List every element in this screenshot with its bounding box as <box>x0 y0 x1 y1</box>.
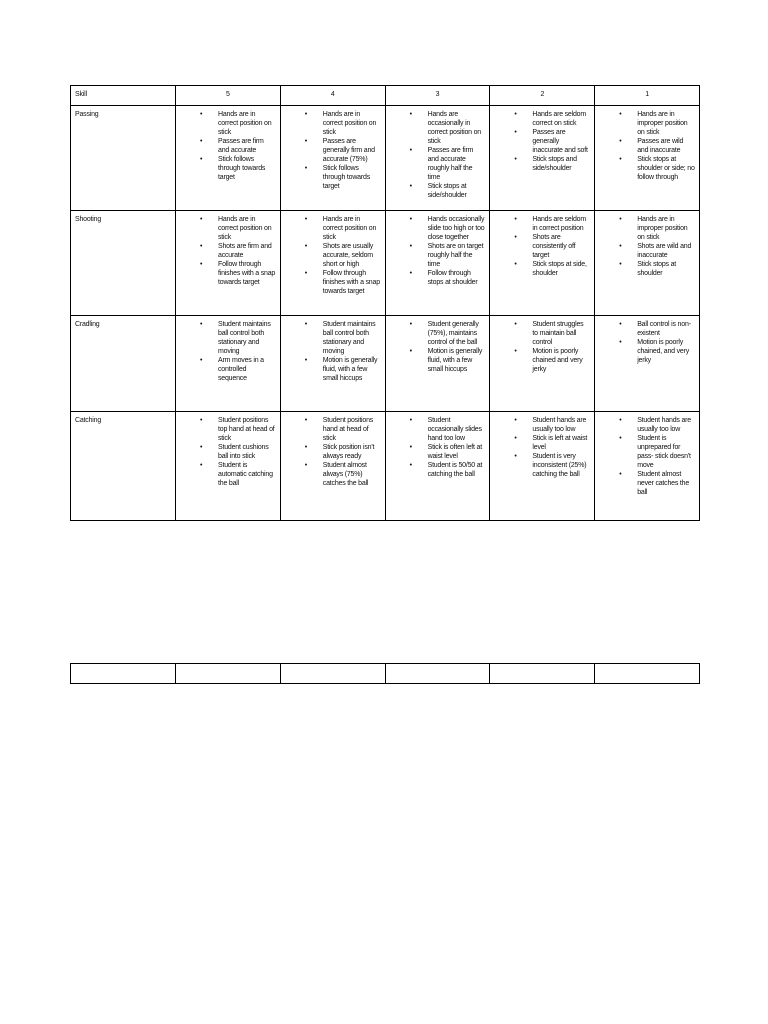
criteria-cell <box>385 316 490 412</box>
criterion: • Student maintains ball control both stationary and moving <box>305 320 381 356</box>
criterion: • Hands are seldom correct on stick <box>514 110 590 128</box>
criterion: • Stick stops at side, shoulder <box>514 260 590 278</box>
header-row <box>71 86 700 106</box>
criterion: • Student hands are usually too low <box>619 416 695 434</box>
criterion: • Stick is often left at waist level <box>410 443 486 461</box>
empty-cell <box>176 664 281 684</box>
criterion: • Stick position isn't always ready <box>305 443 381 461</box>
criterion: • Student is 50/50 at catching the ball <box>410 461 486 479</box>
criteria-cell <box>490 106 595 211</box>
criterion: • Stick stops at side/shoulder <box>410 182 486 200</box>
criterion: • Motion is generally fluid, with a few small hiccups <box>410 347 486 374</box>
criteria-cell <box>385 412 490 521</box>
criterion: • Ball control is non-existent <box>619 320 695 338</box>
criterion: • Shots are consistently off target <box>514 233 590 260</box>
criteria-cell <box>385 106 490 211</box>
criterion: • Shots are firm and accurate <box>200 242 276 260</box>
criteria-cell <box>176 316 281 412</box>
skill-name: Catching <box>71 412 176 521</box>
criteria-cell <box>595 106 700 211</box>
criterion: • Stick follows through towards target <box>305 164 381 191</box>
table-row <box>71 106 700 211</box>
criterion: • Student is automatic catching the ball <box>200 461 276 488</box>
criterion: • Shots are usually accurate, seldom short or high <box>305 242 381 269</box>
criterion: • Student positions hand at head of stick <box>305 416 381 443</box>
criterion: • Passes are generally inaccurate and soft <box>514 128 590 155</box>
criterion: • Student generally (75%), maintains control of the ball <box>410 320 486 347</box>
score-header-1: 1 <box>595 86 700 106</box>
criteria-cell <box>280 106 385 211</box>
criterion: • Stick stops at shoulder or side; no follow through <box>619 155 695 182</box>
score-header-5: 5 <box>176 86 281 106</box>
table-row <box>71 664 700 684</box>
criteria-cell <box>176 412 281 521</box>
criterion: • Arm moves in a controlled sequence <box>200 356 276 383</box>
criterion: • Stick follows through towards target <box>200 155 276 182</box>
criterion: • Stick is left at waist level <box>514 434 590 452</box>
empty-cell <box>595 664 700 684</box>
empty-cell <box>385 664 490 684</box>
criterion: • Hands are in correct position on stick <box>200 215 276 242</box>
table-row <box>71 412 700 521</box>
skill-name: Passing <box>71 106 176 211</box>
empty-table-row <box>70 663 700 684</box>
criteria-cell <box>176 106 281 211</box>
criterion: • Shots are wild and inaccurate <box>619 242 695 260</box>
table-row <box>71 316 700 412</box>
criterion: • Hands are seldom in correct position <box>514 215 590 233</box>
criterion: • Student is unprepared for pass- stick doesn't move <box>619 434 695 470</box>
criterion: • Passes are wild and inaccurate <box>619 137 695 155</box>
criterion: • Hands are in improper position on stick <box>619 110 695 137</box>
criteria-cell <box>280 211 385 316</box>
criteria-cell <box>595 412 700 521</box>
criteria-cell <box>490 316 595 412</box>
criterion: • Hands are in improper position on stick <box>619 215 695 242</box>
score-header-4: 4 <box>280 86 385 106</box>
criterion: • Hands are occasionally in correct position on stick <box>410 110 486 146</box>
criteria-cell <box>595 316 700 412</box>
score-header-2: 2 <box>490 86 595 106</box>
criterion: • Student hands are usually too low <box>514 416 590 434</box>
criterion: • Student occasionally slides hand too low <box>410 416 486 443</box>
criterion: • Passes are firm and accurate roughly half the time <box>410 146 486 182</box>
criteria-cell <box>176 211 281 316</box>
criterion: • Student cushions ball into stick <box>200 443 276 461</box>
criterion: • Motion is poorly chained, and very jerky <box>619 338 695 365</box>
criteria-cell <box>385 211 490 316</box>
criterion: • Motion is generally fluid, with a few small hiccups <box>305 356 381 383</box>
criterion: • Student positions top hand at head of stick <box>200 416 276 443</box>
criteria-cell <box>490 211 595 316</box>
rubric-table <box>70 85 700 521</box>
skill-name: Shooting <box>71 211 176 316</box>
criterion: • Student struggles to maintain ball control <box>514 320 590 347</box>
criteria-cell <box>595 211 700 316</box>
criterion: • Follow through stops at shoulder <box>410 269 486 287</box>
criteria-cell <box>280 412 385 521</box>
criterion: • Stick stops at shoulder <box>619 260 695 278</box>
criterion: • Follow through finishes with a snap towards target <box>305 269 381 296</box>
empty-cell <box>280 664 385 684</box>
criterion: • Student is very inconsistent (25%) catching the ball <box>514 452 590 479</box>
criterion: • Motion is poorly chained and very jerky <box>514 347 590 374</box>
criterion: • Student almost never catches the ball <box>619 470 695 497</box>
skill-header: Skill <box>71 86 176 106</box>
criterion: • Shots are on target roughly half the time <box>410 242 486 269</box>
criterion: • Hands are in correct position on stick <box>305 215 381 242</box>
skill-name: Cradling <box>71 316 176 412</box>
empty-cell <box>490 664 595 684</box>
criterion: • Passes are generally firm and accurate (75%) <box>305 137 381 164</box>
criterion: • Stick stops and side/shoulder <box>514 155 590 173</box>
criterion: • Follow through finishes with a snap towards target <box>200 260 276 287</box>
criterion: • Passes are firm and accurate <box>200 137 276 155</box>
table-row <box>71 211 700 316</box>
criteria-cell <box>490 412 595 521</box>
criterion: • Student almost always (75%) catches the ball <box>305 461 381 488</box>
criterion: • Hands are in correct position on stick <box>305 110 381 137</box>
criterion: • Hands are in correct position on stick <box>200 110 276 137</box>
criterion: • Hands occasionally slide too high or too close together <box>410 215 486 242</box>
criteria-cell <box>280 316 385 412</box>
score-header-3: 3 <box>385 86 490 106</box>
criterion: • Student maintains ball control both stationary and moving <box>200 320 276 356</box>
empty-cell <box>71 664 176 684</box>
